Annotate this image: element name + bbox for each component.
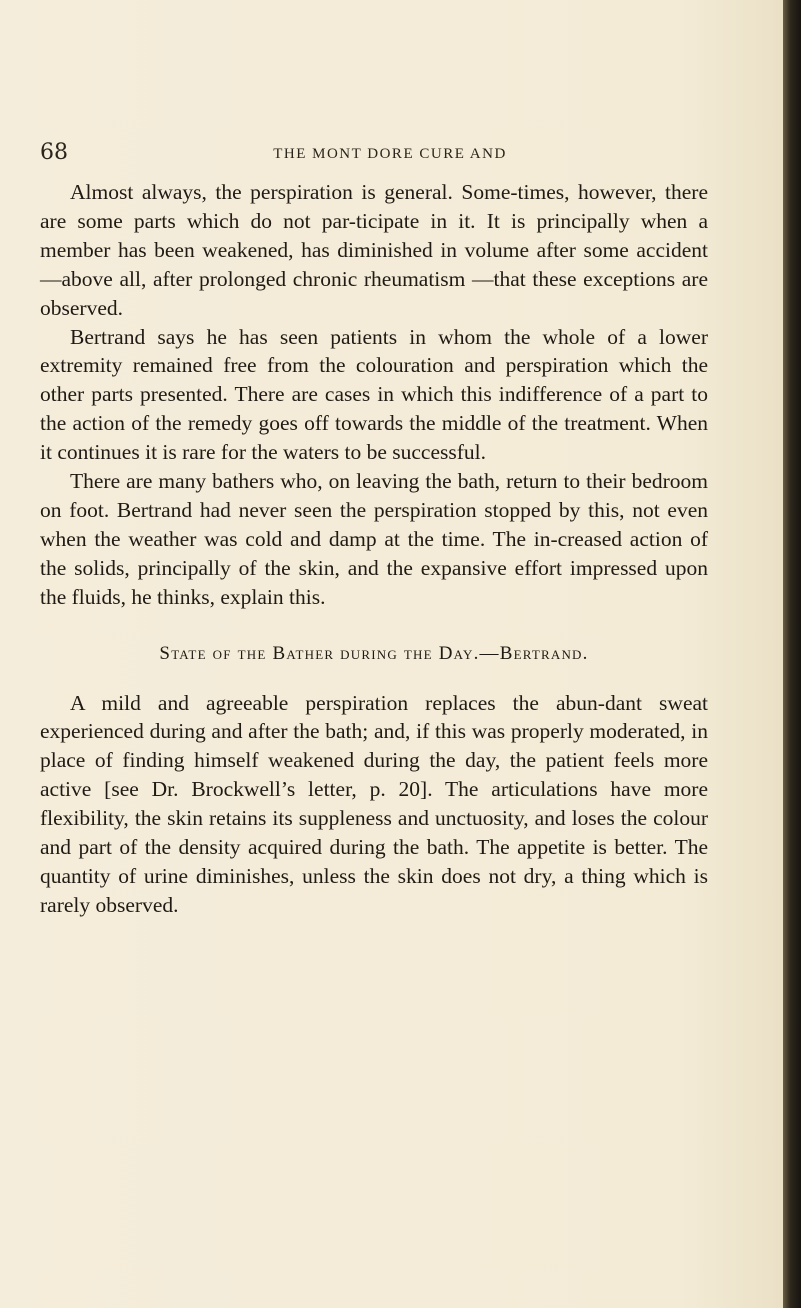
page-edge-shadow (783, 0, 801, 1308)
section-heading: State of the Bather during the Day.—Bertrand. (159, 642, 589, 664)
paragraph-4: A mild and agreeable perspiration replaces the abun-dant sweat experienced during and after the bath; and, if this was properly moderated, in place of finding himself weakened during the day, the patient feels more active [see Dr. Brockwell’s letter, p. 20]. The articulations have more flexibility, the skin retains its suppleness and unctuosity, and loses the colour and part of the density acquired during the bath. The appetite is better. The quantity of urine diminishes, unless the skin does not dry, a thing which is rarely observed. (40, 690, 708, 917)
running-title: THE MONT DORE CURE AND (273, 146, 507, 162)
paragraph-1: Almost always, the perspiration is general. Some-times, however, there are some parts which do not par-ticipate in it. It is principally when a member has been weakened, has diminished in volume after some accident—above all, after prolonged chronic rheumatism —that these exceptions are observed. (40, 180, 708, 320)
body-text (40, 178, 708, 920)
paragraph-2: Bertrand says he has seen patients in whom the whole of a lower extremity remained free from the colouration and perspiration which the other parts presented. There are cases in which this indifference of a part to the action of the remedy goes off towards the middle of the treatment. When it continues it is rare for the waters to be successful. (40, 324, 708, 465)
page-number: 68 (40, 140, 68, 165)
paragraph-3: There are many bathers who, on leaving the bath, return to their bedroom on foot. Bertrand had never seen the perspiration stopped by this, not even when the weather was cold and damp at the time. The in-creased action of the solids, principally of the skin, and the expansive effort impressed upon the fluids, he thinks, explain this. (40, 469, 708, 609)
page-header (40, 140, 760, 172)
